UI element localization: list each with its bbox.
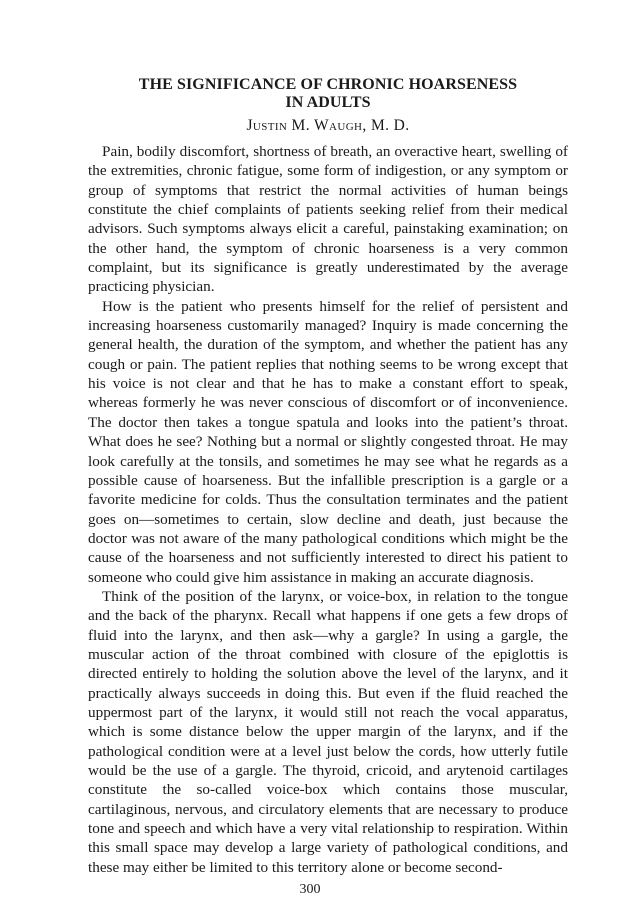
body-paragraph-1: Pain, bodily discomfort, shortness of breath, an overactive heart, swelling of the extremities, chronic fatigue, some form of indigestion, or any symptom or group of symptoms that restrict the normal activities of human beings constitute the chief complaints of patients seeking relief from their medical advisors. Such symptoms always elicit a careful, painstaking examination; on the other hand, the symptom of chronic hoarseness is a very common complaint, but its significance is greatly underestimated by the average practicing physician.: [88, 143, 568, 296]
title-line-2: IN ADULTS: [285, 94, 371, 111]
article-title: [88, 76, 568, 112]
article-body: [88, 142, 568, 877]
title-line-1: THE SIGNIFICANCE OF CHRONIC HOARSENESS: [138, 76, 518, 93]
author-byline: Justin M. Waugh, M. D.: [246, 117, 410, 134]
page-number: 300: [299, 882, 321, 897]
body-paragraph-3: Think of the position of the larynx, or voice-box, in relation to the tongue and the back of the pharynx. Recall what happens if one gets a few drops of fluid into the larynx, and then ask—why a gargle? In using a gargle, the muscular action of the throat combined with closure of the epiglottis is directed entirely to holding the solution above the level of the larynx, and it practically always succeeds in doing this. But even if the fluid reached the uppermost part of the larynx, it would still not reach the vocal apparatus, which is some distance below the upper margin of the larynx, and if the pathological condition were at a level just below the cords, how utterly futile would be the use of a gargle. The thyroid, cricoid, and arytenoid cartilages constitute the so-called voice-box which contains those muscular, cartilaginous, nervous, and circulatory elements that are necessary to produce tone and speech and which have a very vital relationship to respiration. Within this small space may develop a large variety of pathological conditions, and these may either be limited to this territory alone or become second-: [88, 587, 568, 876]
article-page: [88, 76, 568, 877]
body-paragraph-2: How is the patient who presents himself for the relief of persistent and increasing hoarseness customarily managed? Inquiry is made concerning the general health, the duration of the symptom, and whether the patient has any cough or pain. The patient replies that nothing seems to be wrong except that his voice is not clear and that he has to make a constant effort to speak, whereas formerly he was never conscious of discomfort or of inconvenience. The doctor then takes a tongue spatula and looks into the patient’s throat. What does he see? Nothing but a normal or slightly congested throat. He may look carefully at the tonsils, and sometimes he may see what he regards as a possible cause of hoarseness. But the infallible prescription is a gargle or a favorite medicine for colds. Thus the consultation terminates and the patient goes on—sometimes to certain, slow decline and death, just because the doctor was not aware of the many pathological conditions which might be the cause of the hoarseness and not sufficiently interested to direct his patient to someone who could give him assistance in making an accurate diagnosis.: [88, 297, 568, 586]
